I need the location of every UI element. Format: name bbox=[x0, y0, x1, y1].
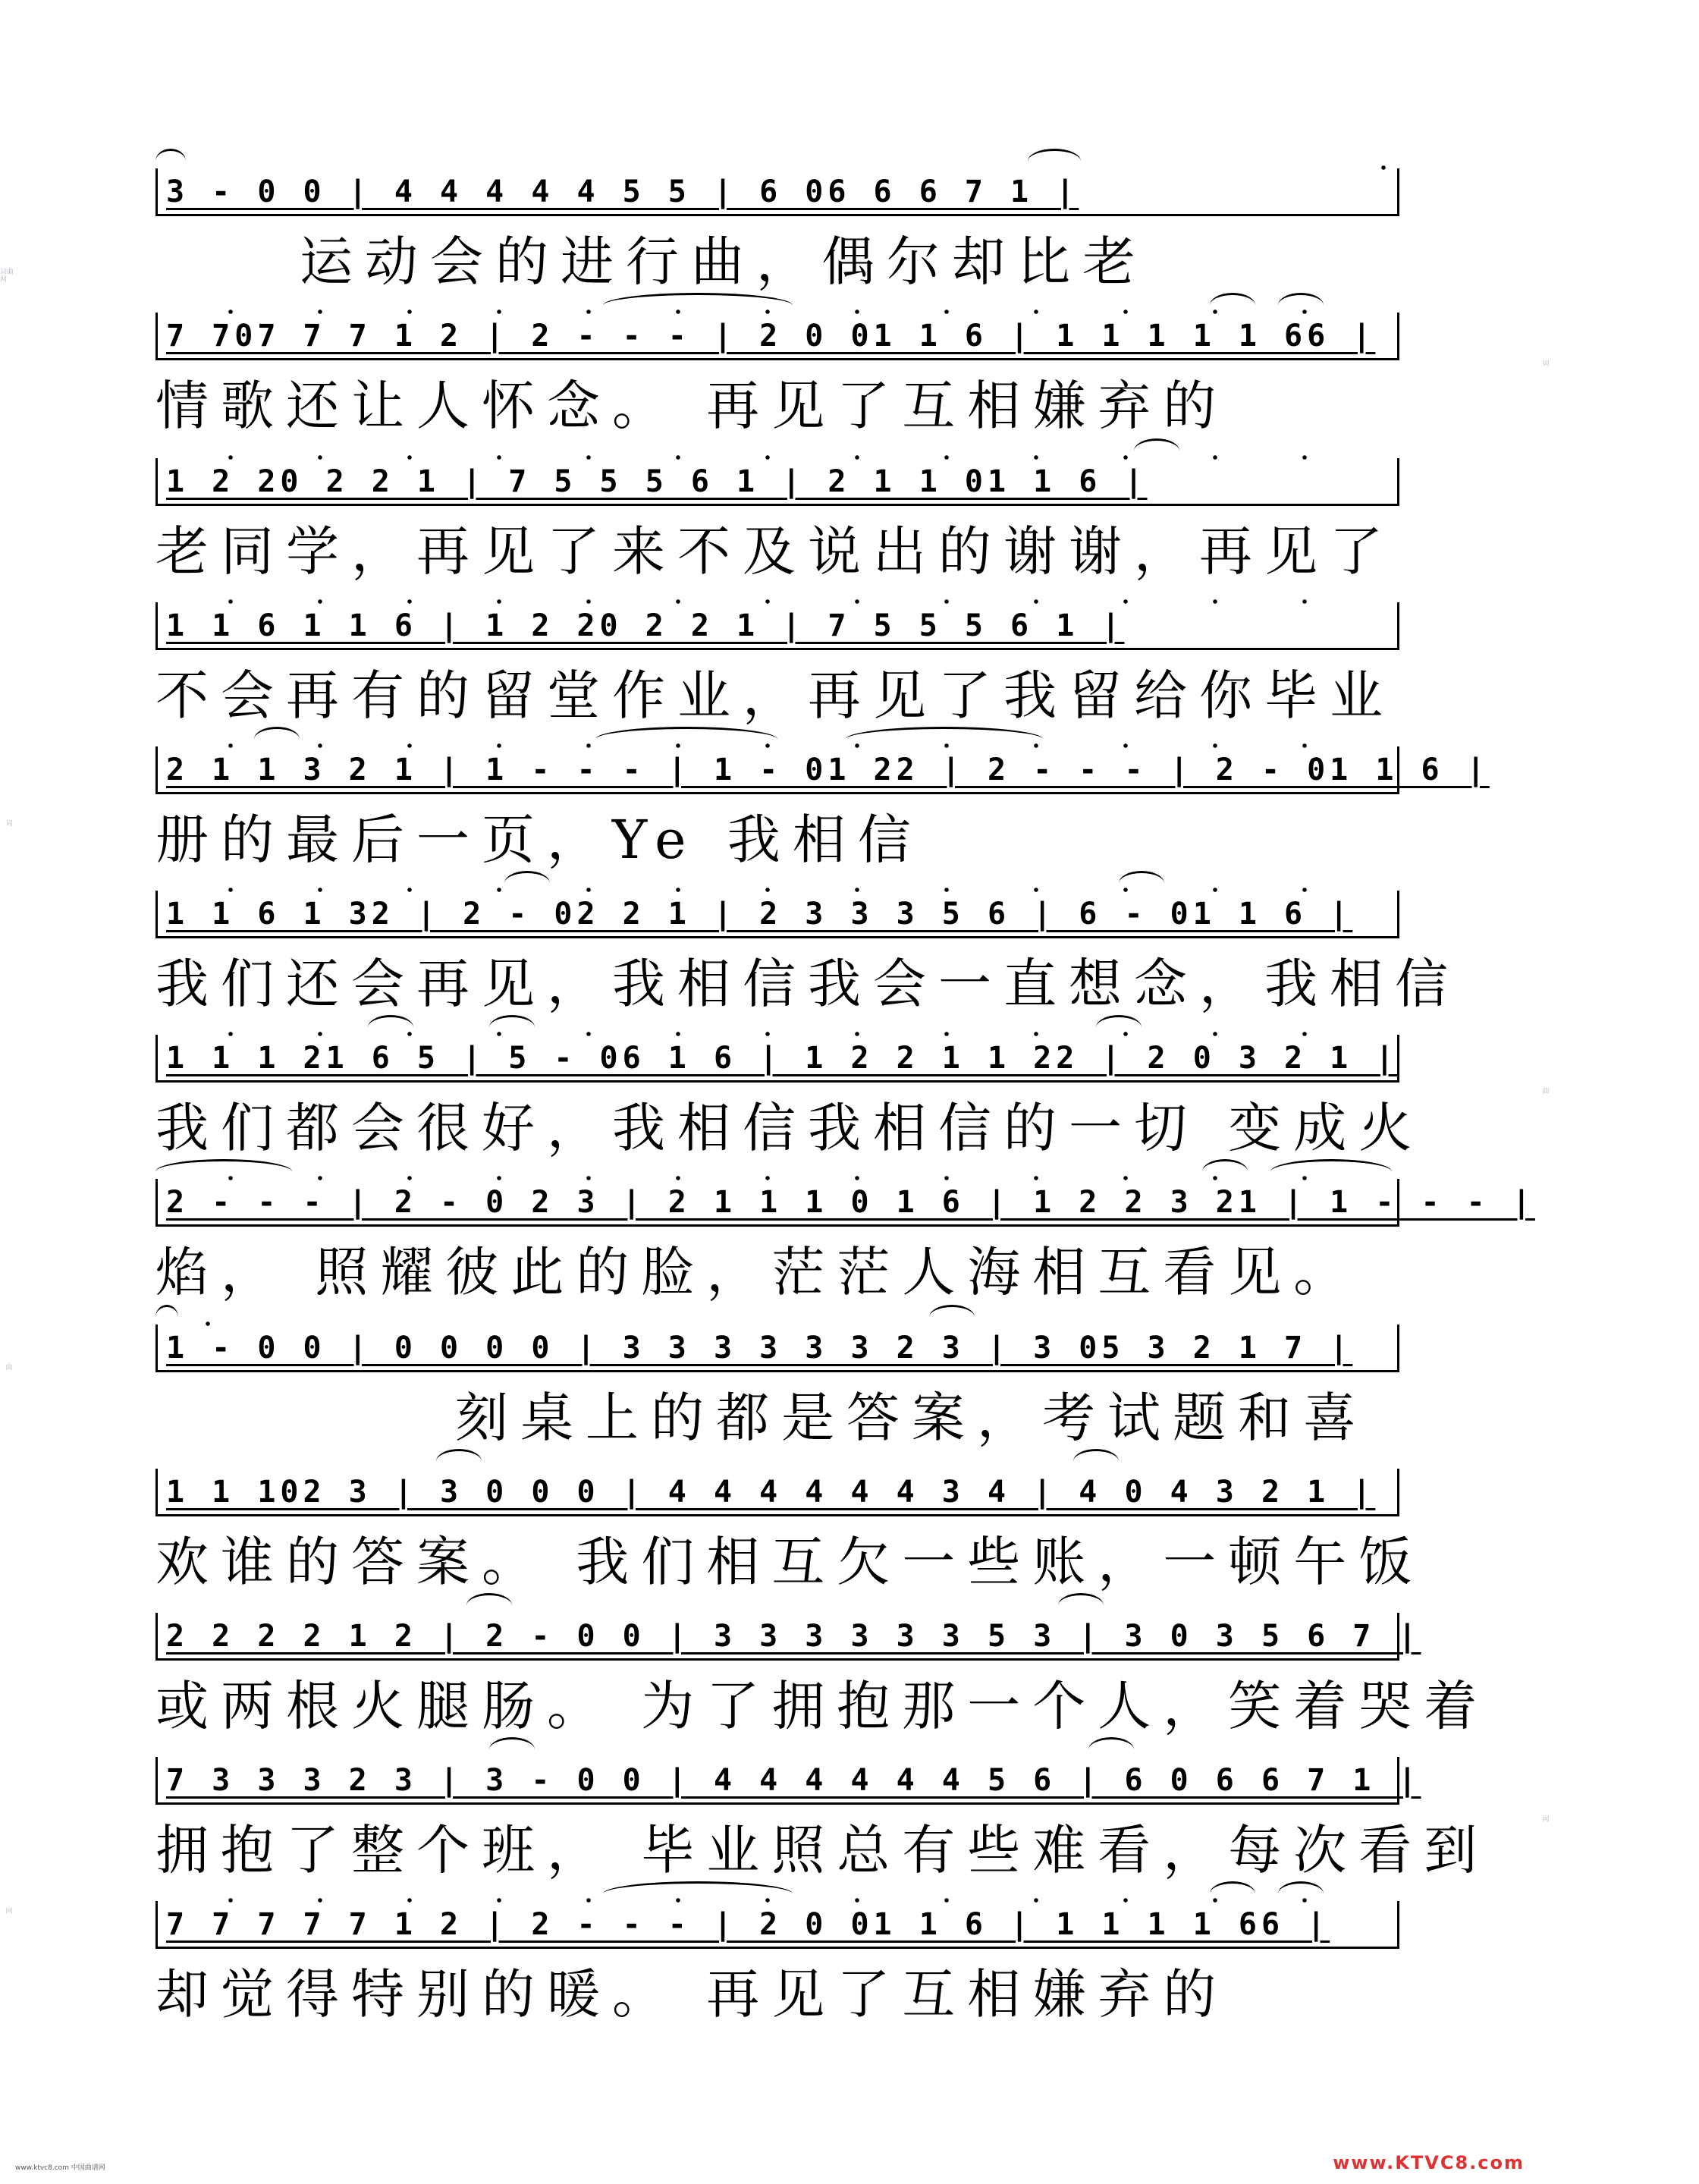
octave-dots bbox=[186, 888, 1369, 892]
watermark-text: 词 bbox=[1542, 360, 1550, 368]
tie-mark bbox=[1088, 1737, 1134, 1762]
tie-mark bbox=[1270, 1159, 1392, 1184]
notation-text: 1 1 6 1 32 | 2 - 02 2 1 | 2 3 3 3 5 6 | 6 - 01 1 6 | bbox=[166, 897, 1353, 932]
notation-text: 1 1 102 3 | 3 0 0 0 | 4 4 4 4 4 4 3 4 | 4 0 4 3 2 1 | bbox=[166, 1475, 1376, 1510]
tie-mark bbox=[155, 1159, 292, 1184]
notation-line bbox=[155, 1325, 1399, 1372]
footer-site-text: www.ktvc8.com 中国曲谱网 bbox=[15, 2164, 105, 2172]
notation-line bbox=[155, 746, 1490, 794]
tie-mark bbox=[489, 1737, 535, 1762]
tie-mark bbox=[1028, 149, 1081, 174]
notation-line bbox=[155, 168, 1399, 216]
notation-line bbox=[155, 1179, 1535, 1227]
octave-dots bbox=[163, 1321, 216, 1326]
footer-site-logo: www.KTVC8.com bbox=[1333, 2152, 1525, 2173]
tie-mark bbox=[1210, 1881, 1255, 1906]
tie-mark bbox=[368, 1015, 413, 1040]
octave-dots bbox=[186, 1032, 1369, 1036]
tie-mark bbox=[1202, 1159, 1248, 1184]
tie-mark bbox=[1210, 293, 1255, 318]
notation-line bbox=[155, 1035, 1399, 1083]
octave-dots bbox=[186, 1176, 1369, 1180]
tie-mark bbox=[489, 1015, 535, 1040]
lyric-line: 焰， 照耀彼此的脸，茫茫人海相互看见。 bbox=[155, 1241, 1359, 1303]
notation-line bbox=[155, 1469, 1399, 1516]
notation-line bbox=[155, 1901, 1399, 1949]
lyric-line: 或两根火腿肠。 为了拥抱那一个人，笑着哭着 bbox=[155, 1675, 1490, 1737]
tie-mark bbox=[929, 1305, 975, 1330]
watermark-strip-left bbox=[0, 0, 18, 2184]
tie-mark bbox=[504, 871, 550, 896]
lyric-line: 我们都会很好，我相信我相信的一切 变成火 bbox=[155, 1097, 1424, 1159]
notation-text: 7 707 7 7 1 2 | 2 - - - | 2 0 01 1 6 | 1 1 1 1 1 66 | bbox=[166, 319, 1376, 354]
octave-dots bbox=[186, 599, 1369, 604]
notation-line bbox=[155, 313, 1399, 360]
tie-mark bbox=[155, 149, 186, 174]
tie-mark bbox=[1278, 293, 1324, 318]
lyric-line: 运动会的进行曲，偶尔却比老 bbox=[300, 231, 1148, 293]
notation-line bbox=[155, 1757, 1421, 1805]
notation-line bbox=[155, 1613, 1421, 1661]
lyric-line: 不会再有的留堂作业，再见了我留给你毕业 bbox=[155, 665, 1395, 727]
lyric-line: 老同学，再见了来不及说出的谢谢，再见了 bbox=[155, 520, 1395, 583]
tie-mark bbox=[155, 1305, 178, 1330]
tie-mark bbox=[1073, 1449, 1119, 1474]
tie-mark bbox=[466, 1593, 512, 1618]
notation-text: 1 - 0 0 | 0 0 0 0 | 3 3 3 3 3 3 2 3 | 3 05 3 2 1 7 | bbox=[166, 1331, 1353, 1365]
watermark-text: 网 bbox=[1542, 1816, 1550, 1824]
notation-text: 1 1 1 21 6 5 | 5 - 06 1 6 | 1 2 2 1 1 22 | 2 0 3 2 1 | bbox=[166, 1041, 1399, 1076]
octave-dots bbox=[1354, 1754, 1392, 1758]
tie-mark bbox=[254, 727, 300, 752]
octave-dots bbox=[186, 455, 1369, 460]
notation-text: 7 3 3 3 2 3 | 3 - 0 0 | 4 4 4 4 4 4 5 6 | 6 0 6 6 7 1 | bbox=[166, 1763, 1421, 1798]
tie-mark bbox=[603, 1881, 793, 1906]
lyric-line: 刻桌上的都是答案，考试题和喜 bbox=[455, 1387, 1368, 1449]
tie-mark bbox=[1278, 1881, 1324, 1906]
notation-line bbox=[155, 602, 1399, 650]
notation-text: 2 1 1 3 2 1 | 1 - - - | 1 - 01 22 | 2 - - - | 2 - 01 1 6 | bbox=[166, 753, 1490, 787]
notation-line bbox=[155, 891, 1399, 938]
watermark-text: 词 bbox=[5, 819, 13, 828]
notation-text: 1 2 20 2 2 1 | 7 5 5 5 6 1 | 2 1 1 01 1 6 | bbox=[166, 464, 1148, 499]
octave-dots bbox=[186, 1898, 1369, 1903]
tie-mark bbox=[846, 727, 1043, 752]
tie-mark bbox=[1119, 871, 1164, 896]
watermark-text: 曲 bbox=[1542, 1088, 1550, 1096]
lyric-line: 拥抱了整个班， 毕业照总有些难看，每次看到 bbox=[155, 1819, 1490, 1881]
lyric-line: 我们还会再见，我相信我会一直想念，我相信 bbox=[155, 953, 1460, 1015]
tie-mark bbox=[595, 727, 777, 752]
watermark-text: 曲 bbox=[5, 1364, 13, 1372]
lyric-line: 情歌还让人怀念。 再见了互相嫌弃的 bbox=[155, 375, 1229, 437]
watermark-text: 词曲网 bbox=[0, 268, 14, 284]
watermark-text: 网 bbox=[5, 1908, 13, 1916]
notation-line bbox=[155, 458, 1399, 506]
tie-mark bbox=[1096, 1015, 1142, 1040]
lyric-line: 欢谁的答案。 我们相互欠一些账，一顿午饭 bbox=[155, 1531, 1424, 1593]
tie-mark bbox=[603, 293, 793, 318]
notation-text: 2 - - - | 2 - 0 2 3 | 2 1 1 1 0 1 6 | 1 2 2 3 21 | 1 - - - | bbox=[166, 1185, 1535, 1220]
lyric-line: 却觉得特别的暖。 再见了互相嫌弃的 bbox=[155, 1963, 1229, 2025]
notation-text: 2 2 2 2 1 2 | 2 - 0 0 | 3 3 3 3 3 3 5 3 | 3 0 3 5 6 7 | bbox=[166, 1619, 1421, 1654]
notation-text: 1 1 6 1 1 6 | 1 2 20 2 2 1 | 7 5 5 5 6 1 | bbox=[166, 608, 1125, 643]
lyric-line: 册的最后一页，Ye 我相信 bbox=[155, 809, 923, 871]
notation-text: 3 - 0 0 | 4 4 4 4 4 5 5 | 6 06 6 6 7 1 | bbox=[166, 174, 1079, 209]
tie-mark bbox=[436, 1449, 482, 1474]
tie-mark bbox=[1134, 438, 1179, 464]
octave-dots bbox=[186, 743, 1369, 748]
notation-text: 7 7 7 7 7 1 2 | 2 - - - | 2 0 01 1 6 | 1 1 1 1 66 | bbox=[166, 1907, 1330, 1942]
octave-dots bbox=[1339, 165, 1392, 170]
tie-mark bbox=[1058, 1593, 1104, 1618]
octave-dots bbox=[186, 310, 1369, 314]
watermark-strip-right bbox=[1537, 0, 1555, 2184]
